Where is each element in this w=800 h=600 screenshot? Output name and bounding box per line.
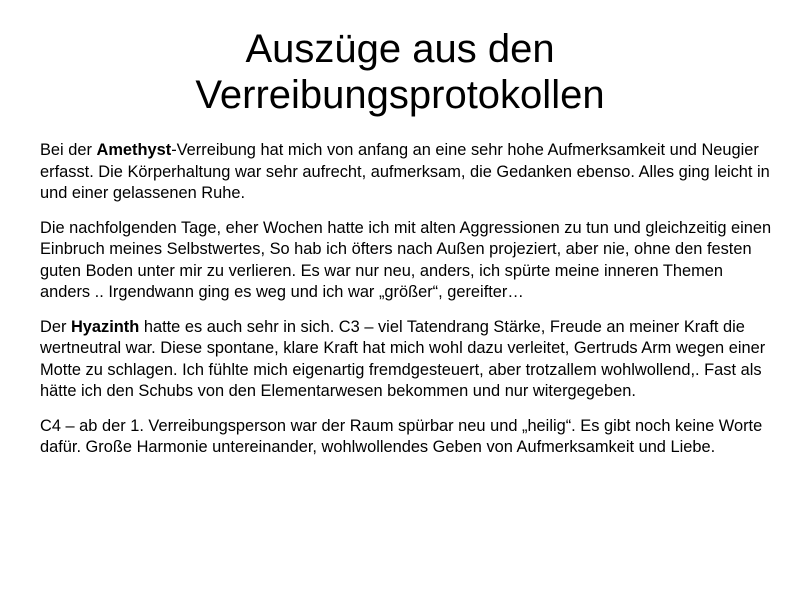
paragraph-amethyst [40, 140, 775, 205]
title-line-2: Verreibungsprotokollen [195, 73, 605, 117]
slide-body [40, 140, 775, 472]
highlight-hyazinth: Hyazinth [70, 317, 140, 336]
title-line-1: Auszüge aus den [245, 27, 555, 71]
paragraph-text: Bei der [40, 141, 97, 159]
paragraph-text: -Verreibung hat mich von anfang an eine sehr hohe Aufmerksamkeit und Neugier erfasst. Die Körperhaltung war sehr aufrecht, aufmerksam, die Gedanken ebenso. Alles ging leicht in und einer gelassenen Ruhe. [40, 141, 770, 202]
paragraph-text: Die nachfolgenden Tage, eher Wochen hatte ich mit alten Aggressionen zu tun und gleichzeitig einen Einbruch meines Selbstwertes, So hab ich öfters nach Außen projeziert, aber nie, ohne den festen guten Boden unter mir zu verlieren. Es war nur neu, anders, ich spürte meine inneren Themen anders .. Irgendwann ging es weg und ich war „größer“, gereifter… [40, 218, 772, 301]
slide-title [0, 26, 800, 118]
paragraph-hyazinth [40, 317, 775, 403]
paragraph-c4 [40, 416, 775, 459]
paragraph-text: Der [40, 317, 71, 336]
paragraph-following-days [40, 218, 775, 304]
highlight-amethyst: Amethyst [96, 141, 172, 159]
paragraph-text: hatte es auch sehr in sich. C3 – viel Tatendrang Stärke, Freude an meiner Kraft die wertneutral war. Diese spontane, klare Kraft hat mich wohl dazu verleitet, Gertruds Arm wegen einer Motte zu schlagen. Ich fühlte mich eigenartig fremdgesteuert, aber trotzallem wohlwollend,. Fast als hätte ich den Schubs von den Elementarwesen bekommen und nur witergegeben. [40, 317, 766, 400]
paragraph-text: C4 – ab der 1. Verreibungsperson war der Raum spürbar neu und „heilig“. Es gibt noch keine Worte dafür. Große Harmonie untereinander, wohlwollendes Geben von Aufmerksamkeit und Liebe. [40, 416, 763, 456]
